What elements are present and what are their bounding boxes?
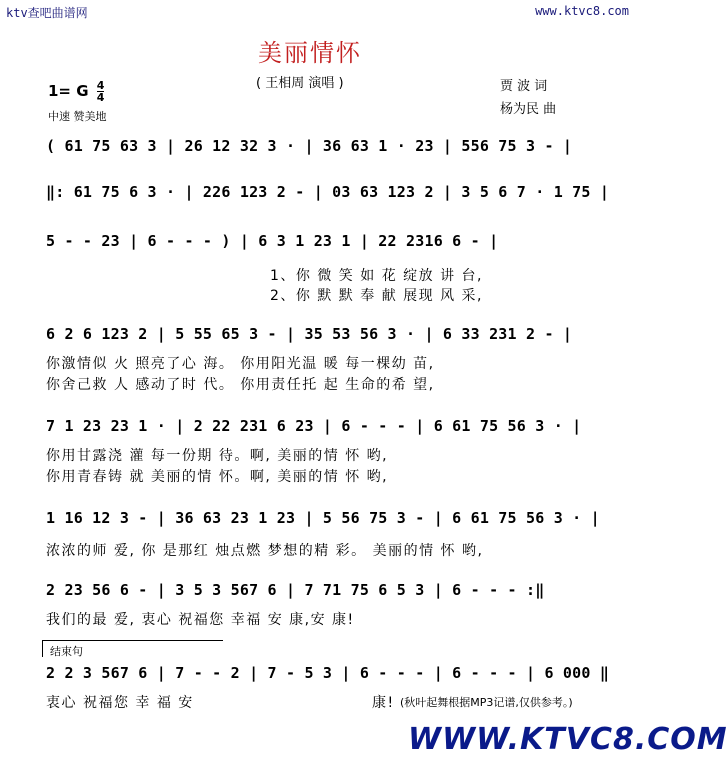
score-line-8: 2 2 3 567 6 | 7 - - 2 | 7 - 5 3 | 6 - - - | 6 - - - | 6 000 ‖ [46, 664, 610, 682]
lyric-line-6: 浓浓的师 爱, 你 是那红 烛点燃 梦想的精 彩。 美丽的情 怀 哟, [46, 543, 484, 559]
lyric-line-5-verse-2: 你用青春铸 就 美丽的情 怀。啊, 美丽的情 怀 哟, [46, 469, 389, 485]
score-line-5: 7 1 23 23 1 · | 2 22 231 6 23 | 6 - - - | 6 61 75 56 3 · | [46, 417, 582, 435]
score-line-1: ( 61 75 63 3 | 26 12 32 3 · | 36 63 1 · 23 | 556 75 3 - | [46, 137, 573, 155]
song-title: 美丽情怀 [258, 39, 362, 67]
score-line-4: 6 2 6 123 2 | 5 55 65 3 - | 35 53 56 3 · | 6 33 231 2 - | [46, 325, 573, 343]
lyric-line-4-verse-2: 你舍己救 人 感动了时 代。 你用责任托 起 生命的希 望, [46, 377, 435, 393]
footer-logo: WWW.KTVC8.COM [408, 722, 728, 757]
score-line-3: 5 - - 23 | 6 - - - ) | 6 3 1 23 1 | 22 2316 6 - | [46, 232, 499, 250]
key-signature [48, 80, 104, 103]
time-signature [97, 80, 105, 103]
score-line-6: 1 16 12 3 - | 36 63 23 1 23 | 5 56 75 3 - | 6 61 75 56 3 · | [46, 509, 600, 527]
lyric-line-5-verse-1: 你用甘露浇 灌 每一份期 待。啊, 美丽的情 怀 哟, [46, 448, 389, 464]
key-text: 1= G [48, 82, 89, 100]
ending-label: 结束句 [50, 645, 83, 658]
lyricist-credit: 贾 波 词 [500, 79, 548, 94]
song-subtitle: ( 王相周 演唱 ) [256, 76, 344, 91]
site-url-right: www.ktvc8.com [535, 4, 629, 18]
lyric-line-7: 我们的最 爱, 衷心 祝福您 幸福 安 康,安 康! [46, 612, 355, 628]
lyric-line-8-end: 康! [372, 695, 395, 711]
score-line-2: ‖: 61 75 6 3 · | 226 123 2 - | 03 63 123 2 | 3 5 6 7 · 1 75 | [46, 183, 610, 201]
lyric-line-3-verse-2: 2、你 默 默 奉 献 展现 风 采, [270, 288, 484, 304]
transcription-note: (秋叶起舞根据MP3记谱,仅供参考。) [400, 696, 573, 709]
lyric-line-8: 衷心 祝福您 幸 福 安 [46, 695, 194, 711]
lyric-line-3-verse-1: 1、你 微 笑 如 花 绽放 讲 台, [270, 268, 484, 284]
time-bottom: 4 [96, 91, 105, 104]
composer-credit: 杨为民 曲 [500, 102, 557, 117]
site-name-left: ktv查吧曲谱网 [6, 6, 88, 20]
tempo-marking: 中速 赞美地 [48, 110, 107, 123]
score-line-7: 2 23 56 6 - | 3 5 3 567 6 | 7 71 75 6 5 3 | 6 - - - :‖ [46, 581, 545, 599]
time-top: 4 [96, 79, 105, 92]
lyric-line-4-verse-1: 你激情似 火 照亮了心 海。 你用阳光温 暖 每一棵幼 苗, [46, 356, 435, 372]
